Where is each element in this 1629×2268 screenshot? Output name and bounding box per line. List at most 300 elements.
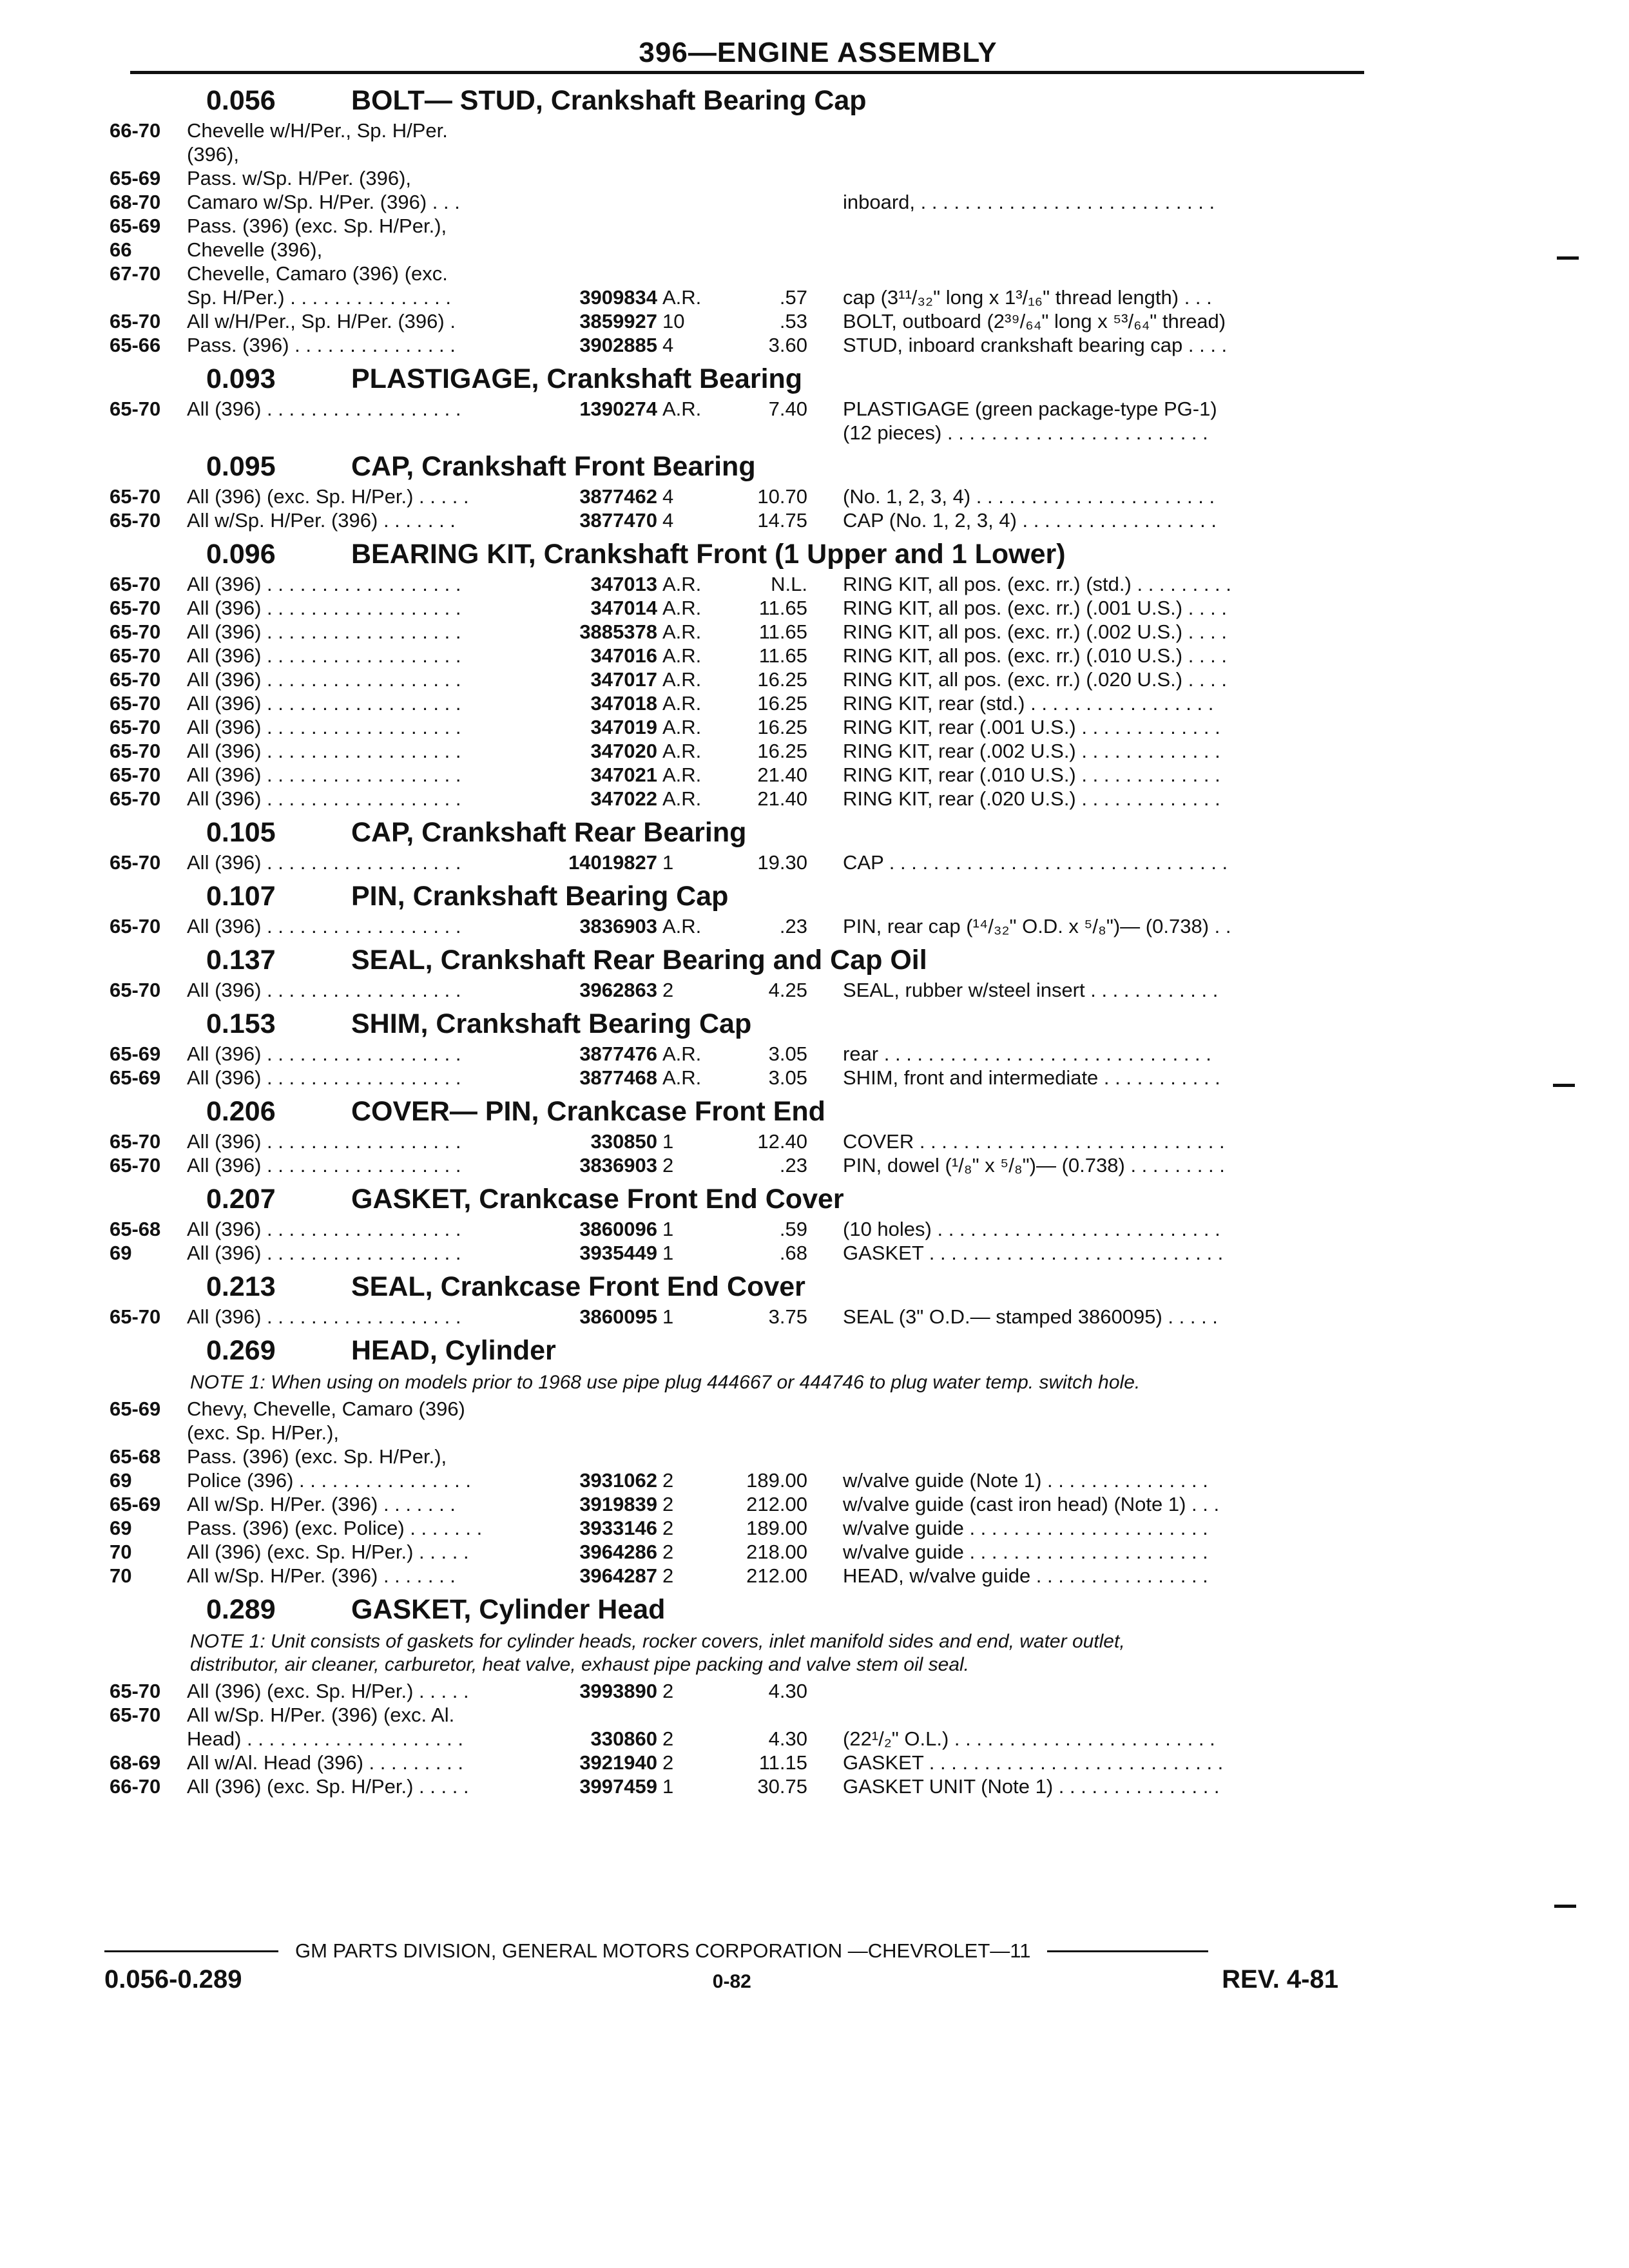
section-heading — [110, 1591, 1366, 1628]
table-row — [110, 763, 1366, 787]
row-part-number: 3859927 — [579, 310, 657, 332]
row-description: GASKET . . . . . . . . . . . . . . . . . . . . . . . . . . . — [843, 1242, 1224, 1264]
table-row — [110, 285, 1366, 309]
row-application: Chevelle, Camaro (396) (exc. — [187, 262, 448, 285]
row-price: N.L. — [771, 573, 807, 595]
row-quantity: A.R. — [662, 644, 702, 667]
table-row — [110, 1540, 1366, 1564]
row-quantity: 2 — [662, 1154, 674, 1177]
row-description: (10 holes) . . . . . . . . . . . . . . . . . . . . . . . . . . — [843, 1218, 1220, 1240]
row-description: RING KIT, all pos. (exc. rr.) (.001 U.S.) . . . . — [843, 597, 1228, 619]
row-price: 30.75 — [757, 1775, 807, 1798]
table-row — [110, 397, 1366, 421]
row-part-number: 3885378 — [579, 620, 657, 643]
table-row — [110, 1445, 1366, 1468]
row-price: 4.30 — [768, 1680, 807, 1702]
footer-publisher: GM PARTS DIVISION, GENERAL MOTORS CORPORATION —CHEVROLET—11 — [295, 1939, 1031, 1962]
table-row — [110, 142, 1366, 166]
row-quantity: A.R. — [662, 597, 702, 619]
parts-section — [110, 1269, 1366, 1329]
row-part-number: 3997459 — [579, 1775, 657, 1798]
section-title: SHIM, Crankshaft Bearing Cap — [351, 1008, 752, 1039]
row-price: 189.00 — [746, 1469, 807, 1492]
page-footer — [104, 1939, 1338, 1994]
row-application: All (396) (exc. Sp. H/Per.) . . . . . — [187, 1775, 469, 1798]
section-number: 0.137 — [206, 945, 276, 975]
row-part-number: 347019 — [590, 716, 657, 738]
row-description: RING KIT, all pos. (exc. rr.) (.010 U.S.) . . . . — [843, 644, 1228, 667]
parts-section — [110, 878, 1366, 938]
row-years: 65-70 — [110, 915, 161, 937]
row-application: All w/Sp. H/Per. (396) (exc. Al. — [187, 1704, 455, 1726]
table-row — [110, 238, 1366, 262]
row-price: .57 — [779, 286, 807, 309]
row-description: w/valve guide . . . . . . . . . . . . . . . . . . . . . . — [843, 1541, 1208, 1563]
table-row — [110, 596, 1366, 620]
row-description: CAP (No. 1, 2, 3, 4) . . . . . . . . . . . . . . . . . . — [843, 509, 1217, 532]
row-part-number: 330860 — [590, 1727, 657, 1750]
row-years: 65-70 — [110, 398, 161, 420]
row-description: GASKET . . . . . . . . . . . . . . . . . . . . . . . . . . . — [843, 1751, 1224, 1774]
row-price: 4.25 — [768, 979, 807, 1001]
row-description: cap (3¹¹/₃₂" long x 1³/₁₆" thread length) . . . — [843, 286, 1212, 309]
row-quantity: 1 — [662, 1130, 674, 1153]
parts-section — [110, 942, 1366, 1002]
row-years: 65-69 — [110, 1066, 161, 1089]
table-row — [110, 508, 1366, 532]
row-description: RING KIT, rear (std.) . . . . . . . . . . . . . . . . . — [843, 692, 1214, 715]
row-application: All (396) . . . . . . . . . . . . . . . . . . — [187, 764, 461, 786]
row-price: .23 — [779, 1154, 807, 1177]
row-years: 65-69 — [110, 215, 161, 237]
row-years: 65-70 — [110, 573, 161, 595]
table-row — [110, 620, 1366, 644]
section-title: BOLT— STUD, Crankshaft Bearing Cap — [351, 85, 867, 116]
table-row — [110, 262, 1366, 285]
row-years: 65-70 — [110, 644, 161, 667]
row-quantity: 2 — [662, 1469, 674, 1492]
parts-section — [110, 1093, 1366, 1177]
table-row — [110, 1727, 1366, 1751]
row-price: 212.00 — [746, 1493, 807, 1515]
row-application: All (396) . . . . . . . . . . . . . . . . . . — [187, 1305, 461, 1328]
row-quantity: A.R. — [662, 668, 702, 691]
row-years: 65-70 — [110, 1154, 161, 1177]
row-price: 11.15 — [758, 1751, 807, 1774]
row-price: 16.25 — [757, 740, 807, 762]
row-years: 65-70 — [110, 740, 161, 762]
section-number: 0.107 — [206, 881, 276, 912]
row-application: All (396) . . . . . . . . . . . . . . . . . . — [187, 1130, 461, 1153]
row-quantity: A.R. — [662, 716, 702, 738]
row-part-number: 347013 — [590, 573, 657, 595]
row-quantity: 1 — [662, 1775, 674, 1798]
table-row — [110, 1042, 1366, 1066]
row-price: 11.65 — [758, 597, 807, 619]
table-row — [110, 214, 1366, 238]
section-title: PIN, Crankshaft Bearing Cap — [351, 881, 729, 912]
section-number: 0.096 — [206, 539, 276, 570]
row-quantity: 2 — [662, 1564, 674, 1587]
row-part-number: 14019827 — [568, 851, 657, 874]
row-description: RING KIT, all pos. (exc. rr.) (.020 U.S.) . . . . — [843, 668, 1228, 691]
row-part-number: 3919839 — [579, 1493, 657, 1515]
row-application: (396), — [187, 143, 239, 166]
table-row — [110, 1397, 1366, 1421]
row-quantity: 2 — [662, 1541, 674, 1563]
row-description: PIN, dowel (¹/₈" x ⁵/₈")— (0.738) . . . . . . . . . — [843, 1154, 1225, 1177]
row-price: .59 — [779, 1218, 807, 1240]
row-application: All w/Sp. H/Per. (396) . . . . . . . — [187, 509, 456, 532]
row-price: 10.70 — [757, 485, 807, 508]
table-row — [110, 644, 1366, 668]
row-part-number: 3836903 — [579, 1154, 657, 1177]
margin-mark — [1553, 1084, 1575, 1087]
row-part-number: 3931062 — [579, 1469, 657, 1492]
row-years: 69 — [110, 1517, 132, 1539]
row-price: 12.40 — [757, 1130, 807, 1153]
row-years: 66-70 — [110, 1775, 161, 1798]
row-application: All w/H/Per., Sp. H/Per. (396) . — [187, 310, 456, 332]
row-description: PLASTIGAGE (green package-type PG-1) — [843, 398, 1217, 420]
row-quantity: A.R. — [662, 398, 702, 420]
row-years: 65-69 — [110, 1493, 161, 1515]
row-years: 67-70 — [110, 262, 161, 285]
row-part-number: 347017 — [590, 668, 657, 691]
section-heading — [110, 448, 1366, 485]
section-heading — [110, 536, 1366, 572]
row-application: Camaro w/Sp. H/Per. (396) . . . — [187, 191, 460, 213]
row-years: 65-66 — [110, 334, 161, 356]
section-title: COVER— PIN, Crankcase Front End — [351, 1096, 825, 1127]
row-application: Chevelle w/H/Per., Sp. H/Per. — [187, 119, 448, 142]
section-number: 0.207 — [206, 1184, 276, 1215]
row-quantity: A.R. — [662, 692, 702, 715]
table-row — [110, 1679, 1366, 1703]
row-price: 19.30 — [757, 851, 807, 874]
section-title: CAP, Crankshaft Front Bearing — [351, 451, 756, 482]
row-years: 68-70 — [110, 191, 161, 213]
row-part-number: 3921940 — [579, 1751, 657, 1774]
table-row — [110, 715, 1366, 739]
row-quantity: A.R. — [662, 1066, 702, 1089]
parts-section — [110, 814, 1366, 874]
row-application: Chevelle (396), — [187, 238, 323, 261]
row-application: All (396) (exc. Sp. H/Per.) . . . . . — [187, 1680, 469, 1702]
row-price: 4.30 — [768, 1727, 807, 1750]
row-application: Pass. (396) (exc. Sp. H/Per.), — [187, 215, 447, 237]
row-application: All (396) (exc. Sp. H/Per.) . . . . . — [187, 485, 469, 508]
row-application: All (396) . . . . . . . . . . . . . . . . . . — [187, 644, 461, 667]
row-application: Chevy, Chevelle, Camaro (396) — [187, 1398, 465, 1420]
section-number: 0.093 — [206, 363, 276, 394]
table-row — [110, 572, 1366, 596]
row-part-number: 347022 — [590, 787, 657, 810]
row-years: 65-70 — [110, 1130, 161, 1153]
parts-section — [110, 536, 1366, 811]
row-years: 70 — [110, 1541, 132, 1563]
row-years: 65-70 — [110, 1704, 161, 1726]
section-number: 0.056 — [206, 85, 276, 116]
row-quantity: A.R. — [662, 286, 702, 309]
table-row — [110, 1516, 1366, 1540]
row-application: Sp. H/Per.) . . . . . . . . . . . . . . . — [187, 286, 451, 309]
table-row — [110, 691, 1366, 715]
row-description: w/valve guide (cast iron head) (Note 1) . . . — [843, 1493, 1220, 1515]
row-years: 65-70 — [110, 787, 161, 810]
row-part-number: 347014 — [590, 597, 657, 619]
row-years: 65-70 — [110, 851, 161, 874]
row-description: (12 pieces) . . . . . . . . . . . . . . . . . . . . . . . . — [843, 421, 1208, 444]
row-price: 3.60 — [768, 334, 807, 356]
table-row — [110, 309, 1366, 333]
row-application: All (396) . . . . . . . . . . . . . . . . . . — [187, 915, 461, 937]
row-price: 21.40 — [757, 787, 807, 810]
section-title: GASKET, Crankcase Front End Cover — [351, 1184, 844, 1215]
row-description: STUD, inboard crankshaft bearing cap . . . . — [843, 334, 1228, 356]
row-description: RING KIT, rear (.001 U.S.) . . . . . . . . . . . . . — [843, 716, 1220, 738]
row-description: SEAL, rubber w/steel insert . . . . . . . . . . . . — [843, 979, 1219, 1001]
row-price: 21.40 — [757, 764, 807, 786]
row-quantity: 2 — [662, 1517, 674, 1539]
row-years: 65-70 — [110, 485, 161, 508]
section-heading — [110, 1006, 1366, 1042]
table-row — [110, 914, 1366, 938]
row-years: 66-70 — [110, 119, 161, 142]
row-application: All (396) . . . . . . . . . . . . . . . . . . — [187, 1218, 461, 1240]
row-application: Head) . . . . . . . . . . . . . . . . . . . . — [187, 1727, 463, 1750]
row-application: Pass. (396) (exc. Sp. H/Per.), — [187, 1445, 447, 1468]
row-price: 16.25 — [757, 692, 807, 715]
row-application: All (396) . . . . . . . . . . . . . . . . . . — [187, 1043, 461, 1065]
section-number: 0.269 — [206, 1335, 276, 1366]
table-row — [110, 1305, 1366, 1329]
row-application: All (396) . . . . . . . . . . . . . . . . . . — [187, 620, 461, 643]
section-heading — [110, 1269, 1366, 1305]
row-application: All (396) . . . . . . . . . . . . . . . . . . — [187, 1154, 461, 1177]
row-price: 212.00 — [746, 1564, 807, 1587]
row-quantity: A.R. — [662, 915, 702, 937]
section-heading — [110, 942, 1366, 978]
row-part-number: 3909834 — [579, 286, 657, 309]
section-title: BEARING KIT, Crankshaft Front (1 Upper and 1 Lower) — [351, 539, 1066, 570]
row-part-number: 3962863 — [579, 979, 657, 1001]
row-part-number: 3935449 — [579, 1242, 657, 1264]
row-quantity: A.R. — [662, 620, 702, 643]
row-description: (22¹/₂" O.L.) . . . . . . . . . . . . . . . . . . . . . . . . — [843, 1727, 1215, 1750]
row-part-number: 347016 — [590, 644, 657, 667]
row-application: All (396) . . . . . . . . . . . . . . . . . . — [187, 692, 461, 715]
row-description: BOLT, outboard (2³⁹/₆₄" long x ⁵³/₆₄" thread) — [843, 310, 1226, 332]
section-number: 0.206 — [206, 1096, 276, 1127]
row-part-number: 330850 — [590, 1130, 657, 1153]
row-quantity: 1 — [662, 1242, 674, 1264]
table-row — [110, 190, 1366, 214]
row-application: (exc. Sp. H/Per.), — [187, 1421, 340, 1444]
row-quantity: 4 — [662, 334, 674, 356]
row-price: 11.65 — [758, 620, 807, 643]
table-row — [110, 1241, 1366, 1265]
row-quantity: 1 — [662, 1218, 674, 1240]
row-price: 16.25 — [757, 716, 807, 738]
section-heading — [110, 878, 1366, 914]
table-row — [110, 421, 1366, 445]
row-years: 65-70 — [110, 597, 161, 619]
row-application: All (396) . . . . . . . . . . . . . . . . . . — [187, 597, 461, 619]
table-row — [110, 1421, 1366, 1445]
parts-section — [110, 1332, 1366, 1588]
row-years: 68-69 — [110, 1751, 161, 1774]
header-rule — [130, 71, 1364, 74]
row-description: SHIM, front and intermediate . . . . . . . . . . . — [843, 1066, 1220, 1089]
row-application: Pass. (396) (exc. Police) . . . . . . . — [187, 1517, 483, 1539]
row-application: All (396) . . . . . . . . . . . . . . . . . . — [187, 573, 461, 595]
row-description: PIN, rear cap (¹⁴/₃₂" O.D. x ⁵/₈")— (0.738) . . — [843, 915, 1231, 937]
row-description: RING KIT, rear (.020 U.S.) . . . . . . . . . . . . . — [843, 787, 1220, 810]
parts-section — [110, 1181, 1366, 1265]
section-heading — [110, 1093, 1366, 1129]
row-application: All (396) . . . . . . . . . . . . . . . . . . — [187, 787, 461, 810]
row-years: 65-70 — [110, 1680, 161, 1702]
parts-section — [110, 361, 1366, 445]
table-row — [110, 1492, 1366, 1516]
table-row — [110, 119, 1366, 142]
row-description: w/valve guide (Note 1) . . . . . . . . . . . . . . . — [843, 1469, 1208, 1492]
footer-rule — [1047, 1950, 1208, 1952]
row-quantity: A.R. — [662, 764, 702, 786]
table-row — [110, 1217, 1366, 1241]
row-price: .68 — [779, 1242, 807, 1264]
row-years: 69 — [110, 1469, 132, 1492]
row-price: 11.65 — [758, 644, 807, 667]
row-years: 66 — [110, 238, 132, 261]
footer-page-number: 0-82 — [712, 1971, 751, 1992]
section-title: SEAL, Crankcase Front End Cover — [351, 1271, 805, 1302]
table-row — [110, 1774, 1366, 1798]
row-part-number: 3877470 — [579, 509, 657, 532]
margin-mark — [1557, 256, 1579, 260]
row-price: 14.75 — [757, 509, 807, 532]
row-price: .53 — [779, 310, 807, 332]
row-years: 65-69 — [110, 167, 161, 189]
row-application: All w/Sp. H/Per. (396) . . . . . . . — [187, 1493, 456, 1515]
row-quantity: 1 — [662, 1305, 674, 1328]
row-quantity: A.R. — [662, 1043, 702, 1065]
table-row — [110, 1153, 1366, 1177]
parts-section — [110, 1591, 1366, 1798]
row-years: 65-70 — [110, 620, 161, 643]
row-years: 65-70 — [110, 716, 161, 738]
row-part-number: 3877468 — [579, 1066, 657, 1089]
row-application: Pass. w/Sp. H/Per. (396), — [187, 167, 412, 189]
row-description: SEAL (3" O.D.— stamped 3860095) . . . . . — [843, 1305, 1218, 1328]
row-part-number: 3902885 — [579, 334, 657, 356]
row-years: 65-70 — [110, 310, 161, 332]
row-price: 3.05 — [768, 1066, 807, 1089]
row-part-number: 3877462 — [579, 485, 657, 508]
row-part-number: 3836903 — [579, 915, 657, 937]
row-application: All (396) . . . . . . . . . . . . . . . . . . — [187, 851, 461, 874]
table-row — [110, 1129, 1366, 1153]
row-quantity: 2 — [662, 1493, 674, 1515]
table-row — [110, 850, 1366, 874]
margin-mark — [1554, 1905, 1576, 1908]
row-part-number: 3993890 — [579, 1680, 657, 1702]
row-years: 65-70 — [110, 1305, 161, 1328]
row-part-number: 3860096 — [579, 1218, 657, 1240]
row-application: All (396) . . . . . . . . . . . . . . . . . . — [187, 1066, 461, 1089]
row-price: 218.00 — [746, 1541, 807, 1563]
section-title: HEAD, Cylinder — [351, 1335, 556, 1366]
section-heading — [110, 82, 1366, 119]
footer-item-range: 0.056-0.289 — [104, 1965, 242, 1994]
table-row — [110, 739, 1366, 763]
row-quantity: 4 — [662, 485, 674, 508]
table-row — [110, 978, 1366, 1002]
footer-revision: REV. 4-81 — [1222, 1965, 1338, 1994]
row-part-number: 347021 — [590, 764, 657, 786]
section-heading — [110, 814, 1366, 850]
row-application: All (396) . . . . . . . . . . . . . . . . . . — [187, 979, 461, 1001]
table-row — [110, 668, 1366, 691]
row-description: w/valve guide . . . . . . . . . . . . . . . . . . . . . . — [843, 1517, 1208, 1539]
row-price: .23 — [779, 915, 807, 937]
row-quantity: 10 — [662, 310, 685, 332]
row-quantity: A.R. — [662, 787, 702, 810]
row-application: All (396) . . . . . . . . . . . . . . . . . . — [187, 1242, 461, 1264]
row-part-number: 3860095 — [579, 1305, 657, 1328]
row-part-number: 347020 — [590, 740, 657, 762]
row-application: All (396) (exc. Sp. H/Per.) . . . . . — [187, 1541, 469, 1563]
row-quantity: A.R. — [662, 573, 702, 595]
row-application: All (396) . . . . . . . . . . . . . . . . . . — [187, 398, 461, 420]
row-description: RING KIT, all pos. (exc. rr.) (.002 U.S.) . . . . — [843, 620, 1228, 643]
row-years: 65-69 — [110, 1398, 161, 1420]
row-years: 65-70 — [110, 979, 161, 1001]
row-description: inboard, . . . . . . . . . . . . . . . . . . . . . . . . . . . — [843, 191, 1215, 213]
section-title: PLASTIGAGE, Crankshaft Bearing — [351, 363, 803, 394]
row-years: 70 — [110, 1564, 132, 1587]
section-number: 0.105 — [206, 817, 276, 848]
table-row — [110, 1468, 1366, 1492]
row-years: 65-70 — [110, 764, 161, 786]
row-part-number: 3933146 — [579, 1517, 657, 1539]
row-years: 65-70 — [110, 668, 161, 691]
page-title: 396—ENGINE ASSEMBLY — [639, 37, 998, 68]
table-row — [110, 1751, 1366, 1774]
section-note: NOTE 1: When using on models prior to 1968 use pipe plug 444667 or 444746 to plug water temp. switch hole. — [190, 1372, 1141, 1393]
row-application: Police (396) . . . . . . . . . . . . . . . . — [187, 1469, 472, 1492]
row-price: 7.40 — [768, 398, 807, 420]
row-application: All (396) . . . . . . . . . . . . . . . . . . — [187, 668, 461, 691]
table-row — [110, 1066, 1366, 1090]
row-description: RING KIT, all pos. (exc. rr.) (std.) . . . . . . . . . — [843, 573, 1231, 595]
row-part-number: 3877476 — [579, 1043, 657, 1065]
row-years: 65-68 — [110, 1445, 161, 1468]
section-heading — [110, 1332, 1366, 1369]
row-quantity: 2 — [662, 979, 674, 1001]
row-quantity: 2 — [662, 1751, 674, 1774]
page-header — [130, 36, 1364, 74]
row-price: 189.00 — [746, 1517, 807, 1539]
parts-section — [110, 1006, 1366, 1090]
row-part-number: 347018 — [590, 692, 657, 715]
row-years: 69 — [110, 1242, 132, 1264]
row-description: HEAD, w/valve guide . . . . . . . . . . . . . . . . — [843, 1564, 1208, 1587]
section-note: NOTE 1: Unit consists of gaskets for cylinder heads, rocker covers, inlet manifold sides and end, water outlet, distributor, air cleaner, carburetor, heat valve, exhaust pipe packing and valve stem oil seal. — [190, 1631, 1125, 1675]
row-price: 3.75 — [768, 1305, 807, 1328]
footer-rule — [104, 1950, 278, 1952]
